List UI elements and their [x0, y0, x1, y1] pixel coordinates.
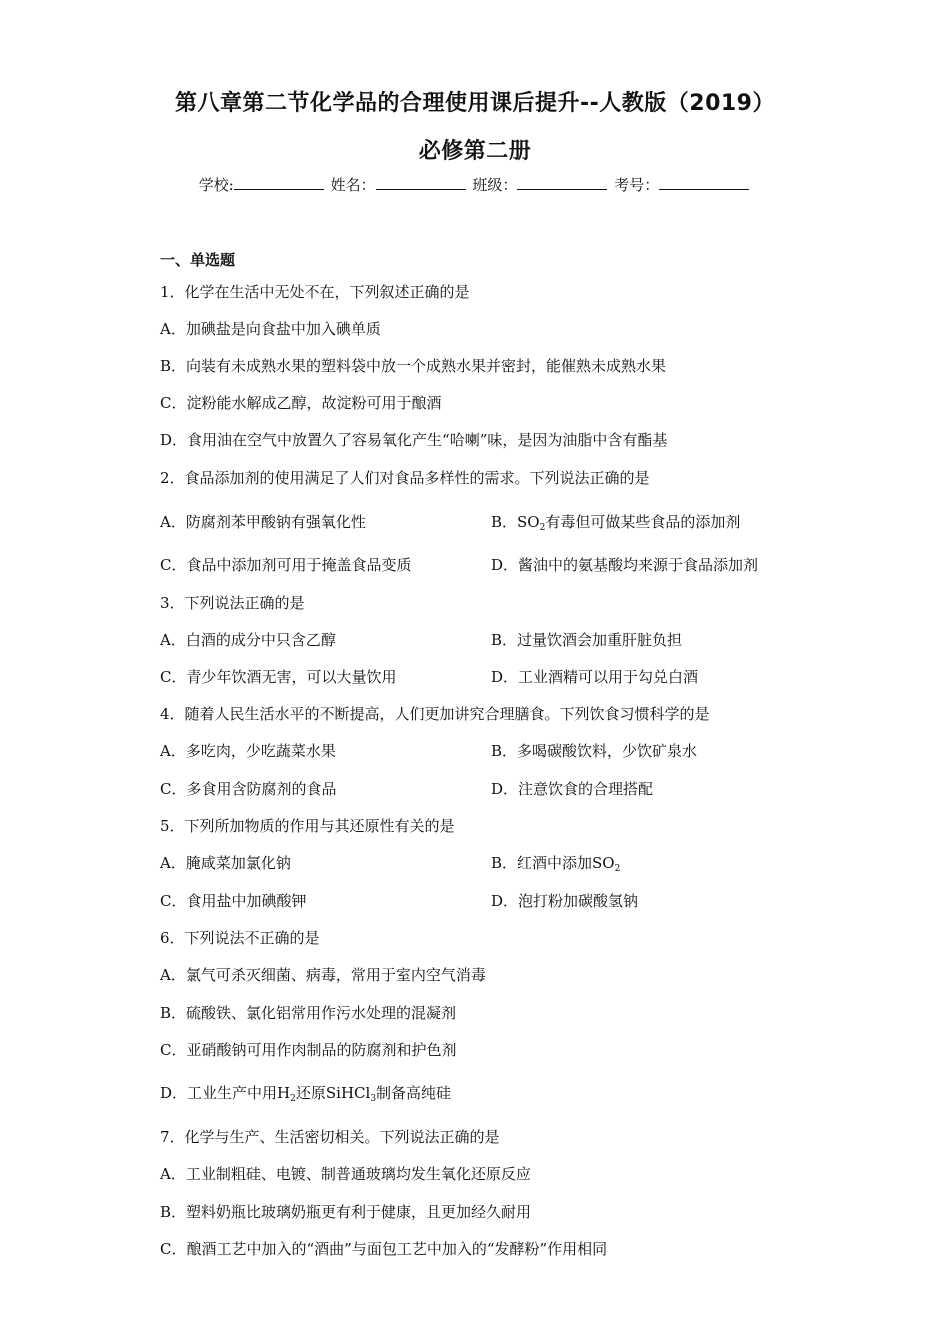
- q2-option-d: D．酱油中的氨基酸均来源于食品添加剂: [491, 556, 759, 574]
- q2-option-a: A．防腐剂苯甲酸钠有强氧化性: [160, 513, 366, 531]
- q1-option-d: D．食用油在空气中放置久了容易氧化产生“哈喇”味，是因为油脂中含有酯基: [160, 431, 668, 449]
- student-info-row: [0, 174, 950, 195]
- q4-option-c: C．多食用含防腐剂的食品: [160, 780, 337, 798]
- class-blank[interactable]: [517, 175, 607, 190]
- q7-option-a: A．工业制粗硅、电镀、制普通玻璃均发生氧化还原反应: [160, 1165, 531, 1183]
- name-label: 姓名：: [330, 176, 376, 194]
- number-blank[interactable]: [659, 175, 749, 190]
- q2-b-text: 有毒但可做某些食品的添加剂: [545, 513, 741, 531]
- q2-option-b: [491, 511, 740, 533]
- q4-option-b: B．多喝碳酸饮料，少饮矿泉水: [491, 742, 698, 760]
- q6-option-d: [160, 1082, 451, 1104]
- doc-title-line2: 必修第二册: [418, 139, 532, 164]
- q2-b-formula: SO: [517, 513, 540, 531]
- q6-option-b: B．硫酸铁、氯化铝常用作污水处理的混凝剂: [160, 1004, 457, 1022]
- q2-option-c: C．食品中添加剂可用于掩盖食品变质: [160, 556, 412, 574]
- q6-d-prefix: D．工业生产中用: [160, 1084, 278, 1102]
- doc-title-line1: 第八章第二节化学品的合理使用课后提升--人教版（2019）: [175, 91, 775, 116]
- q1-option-a: A．加碘盐是向食盐中加入碘单质: [160, 320, 381, 338]
- q6-d-formula-sihcl3: SiHCl: [325, 1084, 371, 1102]
- q3-option-d: D．工业酒精可以用于勾兑白酒: [491, 668, 699, 686]
- q6-d-suffix: 制备高纯硅: [376, 1084, 452, 1102]
- school-label: 学校:: [198, 176, 234, 194]
- q4-stem: 4．随着人民生活水平的不断提高，人们更加讲究合理膳食。下列饮食习惯科学的是: [160, 705, 710, 723]
- q3-option-a: A．白酒的成分中只含乙醇: [160, 631, 336, 649]
- q6-stem: 6．下列说法不正确的是: [160, 929, 320, 947]
- q3-option-b: B．过量饮酒会加重肝脏负担: [491, 631, 683, 649]
- q6-d-subscript-1: 2: [290, 1094, 296, 1104]
- q5-stem: 5．下列所加物质的作用与其还原性有关的是: [160, 817, 455, 835]
- q4-option-a: A．多吃肉，少吃蔬菜水果: [160, 742, 336, 760]
- class-label: 班级：: [472, 176, 518, 194]
- q5-option-c: C．食用盐中加碘酸钾: [160, 892, 307, 910]
- q2-stem: 2．食品添加剂的使用满足了人们对食品多样性的需求。下列说法正确的是: [160, 469, 650, 487]
- q1-option-b: B．向装有未成熟水果的塑料袋中放一个成熟水果并密封，能催熟未成熟水果: [160, 357, 667, 375]
- number-label: 考号：: [614, 176, 660, 194]
- q6-d-formula-h2: H: [277, 1084, 291, 1102]
- q5-b-text: B．红酒中添加: [491, 854, 593, 872]
- name-blank[interactable]: [376, 175, 466, 190]
- q6-option-a: A．氯气可杀灭细菌、病毒，常用于室内空气消毒: [160, 966, 486, 984]
- q4-option-d: D．注意饮食的合理搭配: [491, 780, 654, 798]
- q5-option-b: [491, 852, 620, 874]
- q3-option-c: C．青少年饮酒无害，可以大量饮用: [160, 668, 397, 686]
- section-heading: 一、单选题: [160, 251, 236, 269]
- q7-option-b: B．塑料奶瓶比玻璃奶瓶更有利于健康，且更加经久耐用: [160, 1203, 532, 1221]
- q3-stem: 3．下列说法正确的是: [160, 594, 305, 612]
- q5-option-a: A．腌咸菜加氯化钠: [160, 854, 291, 872]
- q2-b-prefix: B．: [491, 513, 518, 531]
- q7-option-c: C．酿酒工艺中加入的“酒曲”与面包工艺中加入的“发酵粉”作用相同: [160, 1240, 608, 1258]
- q6-d-mid: 还原: [295, 1084, 326, 1102]
- q7-stem: 7．化学与生产、生活密切相关。下列说法正确的是: [160, 1128, 500, 1146]
- school-blank[interactable]: [234, 175, 324, 190]
- q5-b-formula: SO: [592, 854, 615, 872]
- q1-option-c: C．淀粉能水解成乙醇，故淀粉可用于酿酒: [160, 394, 442, 412]
- q5-b-subscript: 2: [614, 864, 621, 874]
- q2-b-subscript: 2: [539, 523, 546, 533]
- q6-d-subscript-2: 3: [370, 1094, 377, 1104]
- q6-option-c: C．亚硝酸钠可用作肉制品的防腐剂和护色剂: [160, 1041, 457, 1059]
- q5-option-d: D．泡打粉加碳酸氢钠: [491, 892, 639, 910]
- q1-stem: 1．化学在生活中无处不在，下列叙述正确的是: [160, 283, 470, 301]
